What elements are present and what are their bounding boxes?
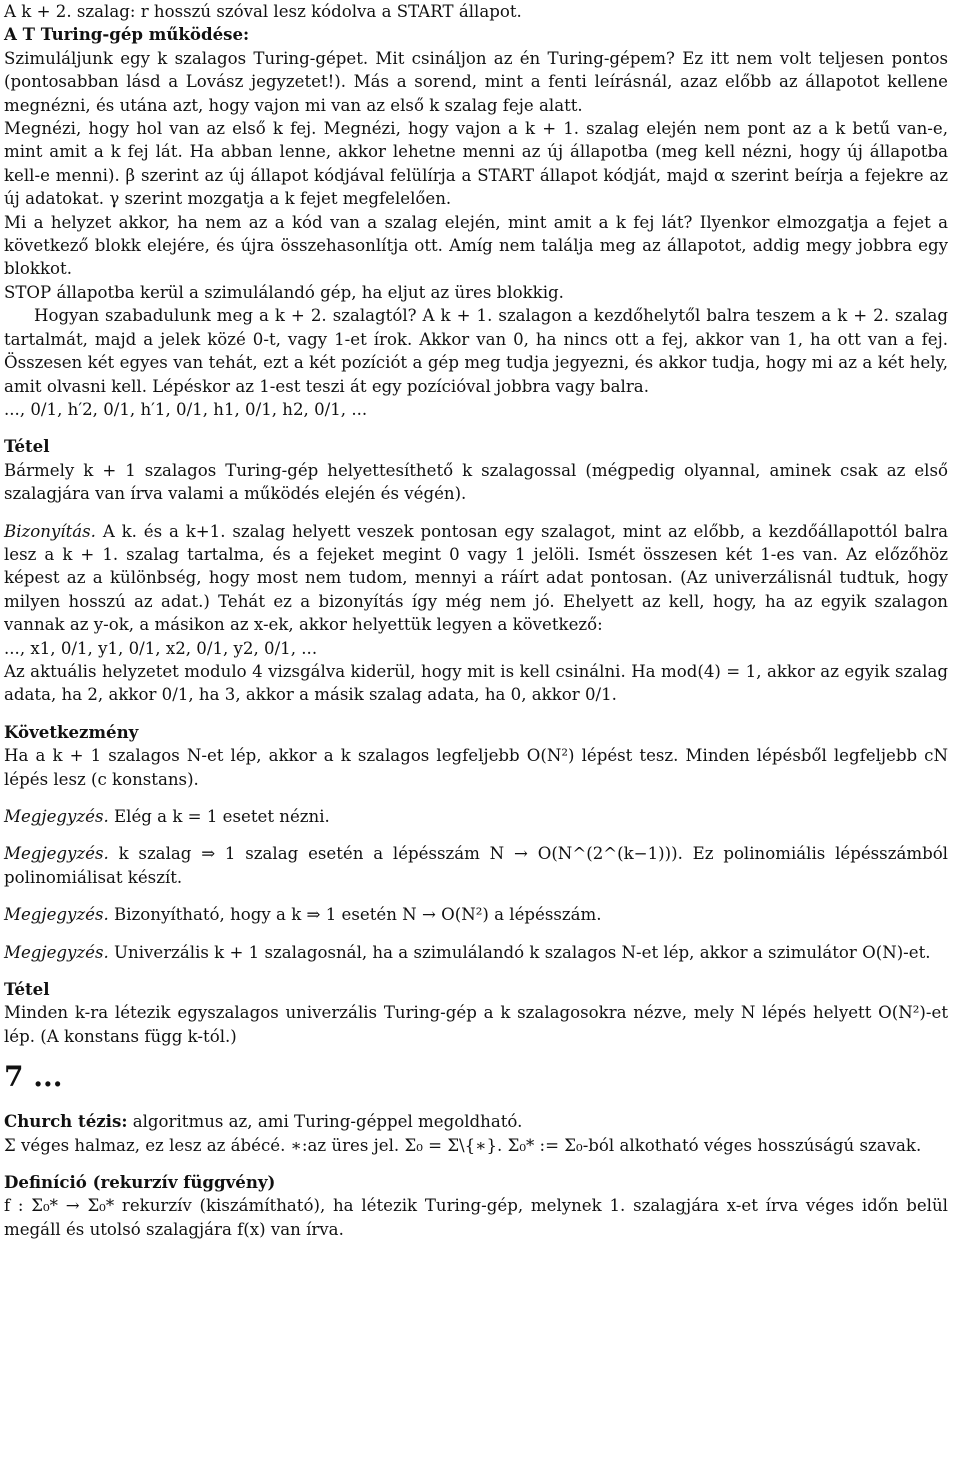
- heading-turing-operation: A T Turing-gép működése:: [4, 24, 250, 45]
- paragraph: Mi a helyzet akkor, ha nem az a kód van a szalag elején, mint amit a k fej lát? Ilyenkor elmozgatja a fejet a következő blokk elejére, és újra összehasonlítja ott. Amíg nem találja meg az állapotot, addig megy jobbra egy blokkot.: [4, 212, 948, 279]
- paragraph: Hogyan szabadulunk meg a k + 2. szalagtól? A k + 1. szalagon a kezdőhelytől balra teszem a k + 2. szalag tartalmát, majd a jelek közé 0-t, vagy 1-et írok. Akkor van 0, ha nincs ott a fej, akkor van 1, ha ott van a fej. Összesen két egyes van tehát, ezt a két pozíciót a gép meg tudja jegyezni, és akkor tudja, hogy mi az a két hely, amit olvasni kell. Lépéskor az 1-est teszi át egy pozícióval jobbra vagy balra.: [4, 306, 948, 396]
- paragraph: Megnézi, hogy hol van az első k fej. Megnézi, hogy vajon a k + 1. szalag elején nem pont az a k betű van-e, mint amit a k fej lát. Ha abban lenne, akkor lehetne menni az új állapotba (meg kell nézni, hogy új állapotba kell-e menni). β szerint az új állapot kódjával felülírja a START állapot kódját, majd α szerint beírja a fejekre az új adatokat. γ szerint mozgatja a k fejet megfelelően.: [4, 119, 948, 209]
- church-label: Church tézis:: [4, 1111, 128, 1132]
- theorem-text: Bármely k + 1 szalagos Turing-gép helyettesíthető k szalagossal (mégpedig olyannal, aminek csak az első szalagjára van írva valami a működés elején és végén).: [4, 460, 948, 504]
- remark-label: Megjegyzés.: [4, 807, 109, 826]
- remark-label: Megjegyzés.: [4, 905, 109, 925]
- remark: [4, 903, 948, 926]
- church-text: algoritmus az, ami Turing-géppel megoldható.: [132, 1112, 523, 1132]
- remark-text: k szalag ⇒ 1 szalag esetén a lépésszám N → O(N^(2^(k−1))). Ez polinomiális lépésszámból polinomiálisat készít.: [4, 844, 948, 887]
- remark-label: Megjegyzés.: [4, 942, 109, 962]
- proof-text: A k. és a k+1. szalag helyett veszek pontosan egy szalagot, mint az előbb, a kezdőállapottól balra lesz a k + 1. szalag tartalma, és a fejeket megint 0 vagy 1 jelöli. Ismét összesen két 1-es van. Az előzőhöz képest az a különbség, hogy most nem tudom, mennyi a ráírt adat pontosan. (Az univerzálisnál tudtuk, hogy milyen hosszú az adat.) Tehát ez a bizonyítás így még nem jó. Ehelyett az kell, hogy, ha az egyik szalagon vannak az y-ok, a másikon az x-ek, akkor helyettük legyen a következő:: [4, 521, 948, 635]
- remark-text: Bizonyítható, hogy a k ⇒ 1 esetén N → O(N²) a lépésszám.: [114, 905, 602, 925]
- remark-label: Megjegyzés.: [4, 844, 109, 864]
- remark: [4, 941, 948, 964]
- theorem-text: Minden k-ra létezik egyszalagos univerzális Turing-gép a k szalagosokra nézve, mely N lépés helyett O(N²)-et lép. (A konstans függ k-tól.): [4, 1003, 948, 1046]
- remark-text: Elég a k = 1 esetet nézni.: [114, 807, 330, 826]
- corollary-heading: Következmény: [4, 721, 139, 742]
- remark: [4, 805, 948, 828]
- paragraph: Σ véges halmaz, ez lesz az ábécé. ∗:az üres jel. Σ₀ = Σ\{∗}. Σ₀* := Σ₀-ból alkotható véges hosszúságú szavak.: [4, 1135, 922, 1155]
- paragraph: STOP állapotba kerül a szimulálandó gép, ha eljut az üres blokkig.: [4, 282, 564, 302]
- remark: [4, 842, 948, 889]
- definition-text: f : Σ₀* → Σ₀* rekurzív (kiszámítható), ha létezik Turing-gép, melynek 1. szalagjára x-et írva véges időn belül megáll és utolsó szalagjára f(x) van írva.: [4, 1196, 948, 1239]
- tape-sequence: ..., x1, 0/1, y1, 0/1, x2, 0/1, y2, 0/1, ...: [4, 638, 318, 658]
- corollary-text: Ha a k + 1 szalagos N-et lép, akkor a k szalagos legfeljebb O(N²) lépést tesz. Minden lépésből legfeljebb cN lépés lesz (c konstans).: [4, 746, 948, 789]
- paragraph: Szimuláljunk egy k szalagos Turing-gépet. Mit csináljon az én Turing-gépem? Ez itt nem volt teljesen pontos (pontosabban lásd a Lovász jegyzetet!). Más a sorend, mint a fenti leírásnál, azaz előbb az állapotot kellene megnézni, és utána azt, hogy vajon mi van az első k szalag feje alatt.: [4, 48, 948, 115]
- definition-heading: Definíció (rekurzív függvény): [4, 1172, 276, 1193]
- church-thesis: [4, 1110, 948, 1133]
- tape-sequence: ..., 0/1, h′2, 0/1, h′1, 0/1, h1, 0/1, h2, 0/1, ...: [4, 399, 368, 419]
- theorem-heading: Tétel: [4, 436, 50, 457]
- proof-label: Bizonyítás.: [4, 521, 96, 541]
- section-title: 7 ...: [4, 1060, 63, 1094]
- remark-text: Univerzális k + 1 szalagosnál, ha a szimulálandó k szalagos N-et lép, akkor a szimulátor O(N)-et.: [114, 942, 931, 962]
- paragraph: Az aktuális helyzetet modulo 4 vizsgálva kiderül, hogy mit is kell csinálni. Ha mod(4) = 1, akkor az egyik szalag adata, ha 2, akkor 0/1, ha 3, akkor a másik szalag adata, ha 0, akkor 0/1.: [4, 661, 948, 705]
- theorem-heading: Tétel: [4, 979, 50, 1000]
- paragraph: A k + 2. szalag: r hosszú szóval lesz kódolva a START állapot.: [4, 2, 522, 21]
- proof: [4, 520, 948, 637]
